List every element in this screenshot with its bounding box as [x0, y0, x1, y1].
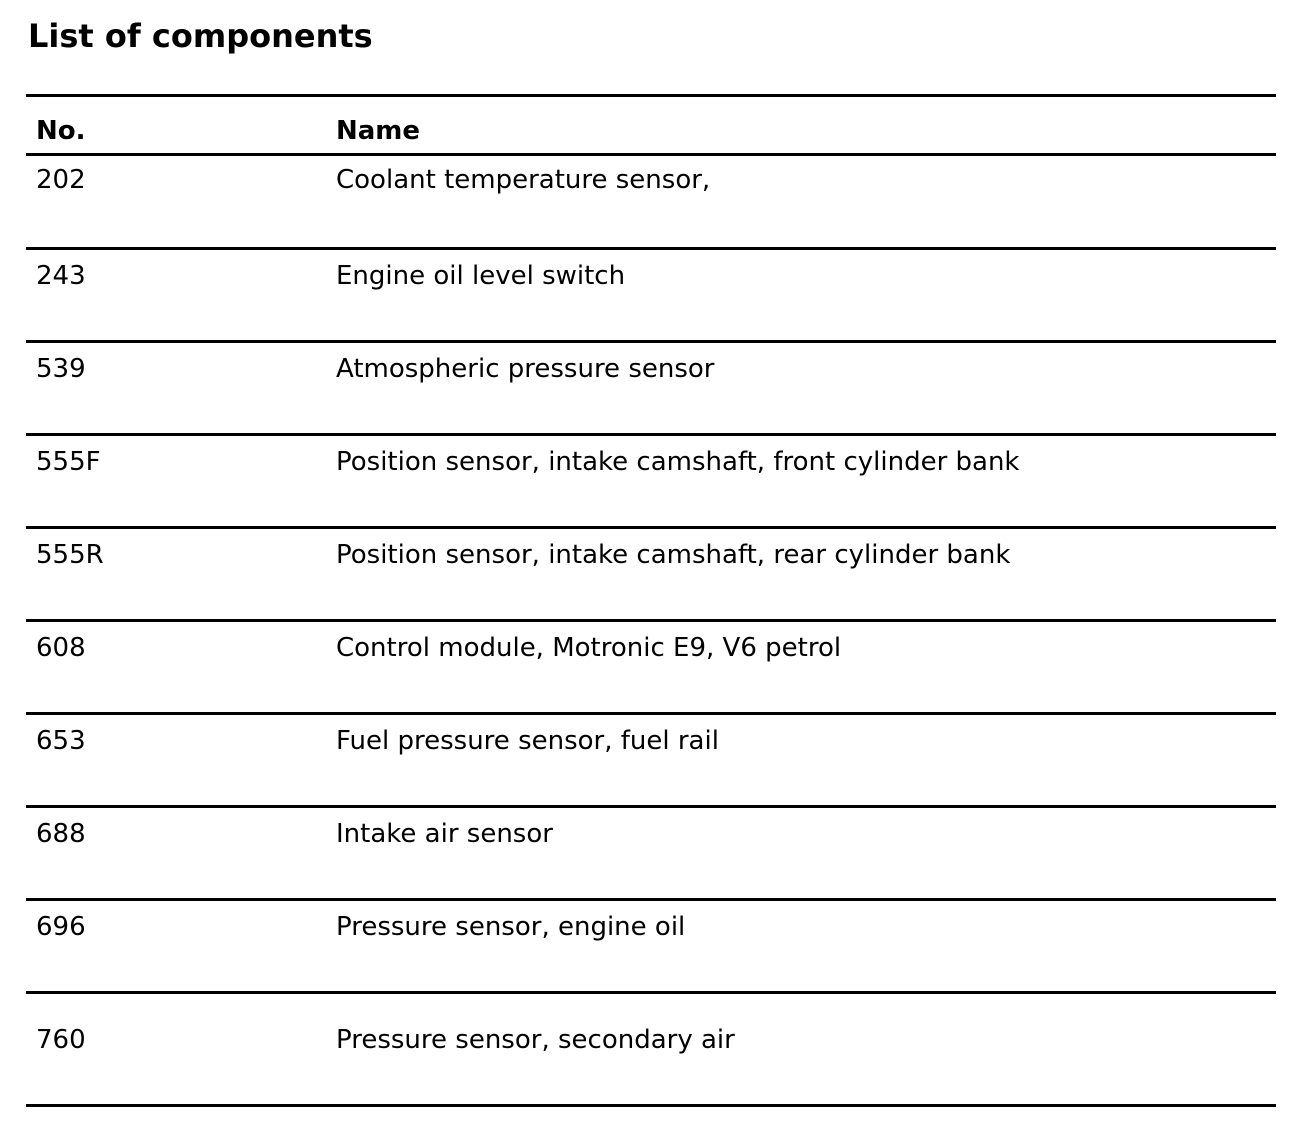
component-name: Pressure sensor, engine oil — [326, 900, 1276, 993]
component-number: 555F — [26, 435, 326, 528]
table-row — [26, 714, 1276, 807]
component-name: Intake air sensor — [326, 807, 1276, 900]
table-row — [26, 528, 1276, 621]
component-name: Coolant temperature sensor, — [326, 155, 1276, 249]
component-number: 696 — [26, 900, 326, 993]
column-header-name: Name — [326, 96, 1276, 155]
component-number: 555R — [26, 528, 326, 621]
column-header-no: No. — [26, 96, 326, 155]
component-number: 243 — [26, 249, 326, 342]
component-name: Fuel pressure sensor, fuel rail — [326, 714, 1276, 807]
component-number: 608 — [26, 621, 326, 714]
component-number: 760 — [26, 993, 326, 1106]
components-table — [26, 94, 1276, 1107]
component-name: Position sensor, intake camshaft, front cylinder bank — [326, 435, 1276, 528]
component-number: 202 — [26, 155, 326, 249]
table-row — [26, 900, 1276, 993]
component-name: Engine oil level switch — [326, 249, 1276, 342]
table-row — [26, 342, 1276, 435]
component-name: Atmospheric pressure sensor — [326, 342, 1276, 435]
table-header-row — [26, 96, 1276, 155]
component-name: Control module, Motronic E9, V6 petrol — [326, 621, 1276, 714]
component-name: Position sensor, intake camshaft, rear cylinder bank — [326, 528, 1276, 621]
table-row — [26, 249, 1276, 342]
table-row — [26, 155, 1276, 249]
table-row — [26, 621, 1276, 714]
component-name: Pressure sensor, secondary air — [326, 993, 1276, 1106]
page-title: List of components — [28, 17, 373, 55]
table-row — [26, 807, 1276, 900]
table-row — [26, 993, 1276, 1106]
component-number: 539 — [26, 342, 326, 435]
table-row — [26, 435, 1276, 528]
component-number: 653 — [26, 714, 326, 807]
component-number: 688 — [26, 807, 326, 900]
